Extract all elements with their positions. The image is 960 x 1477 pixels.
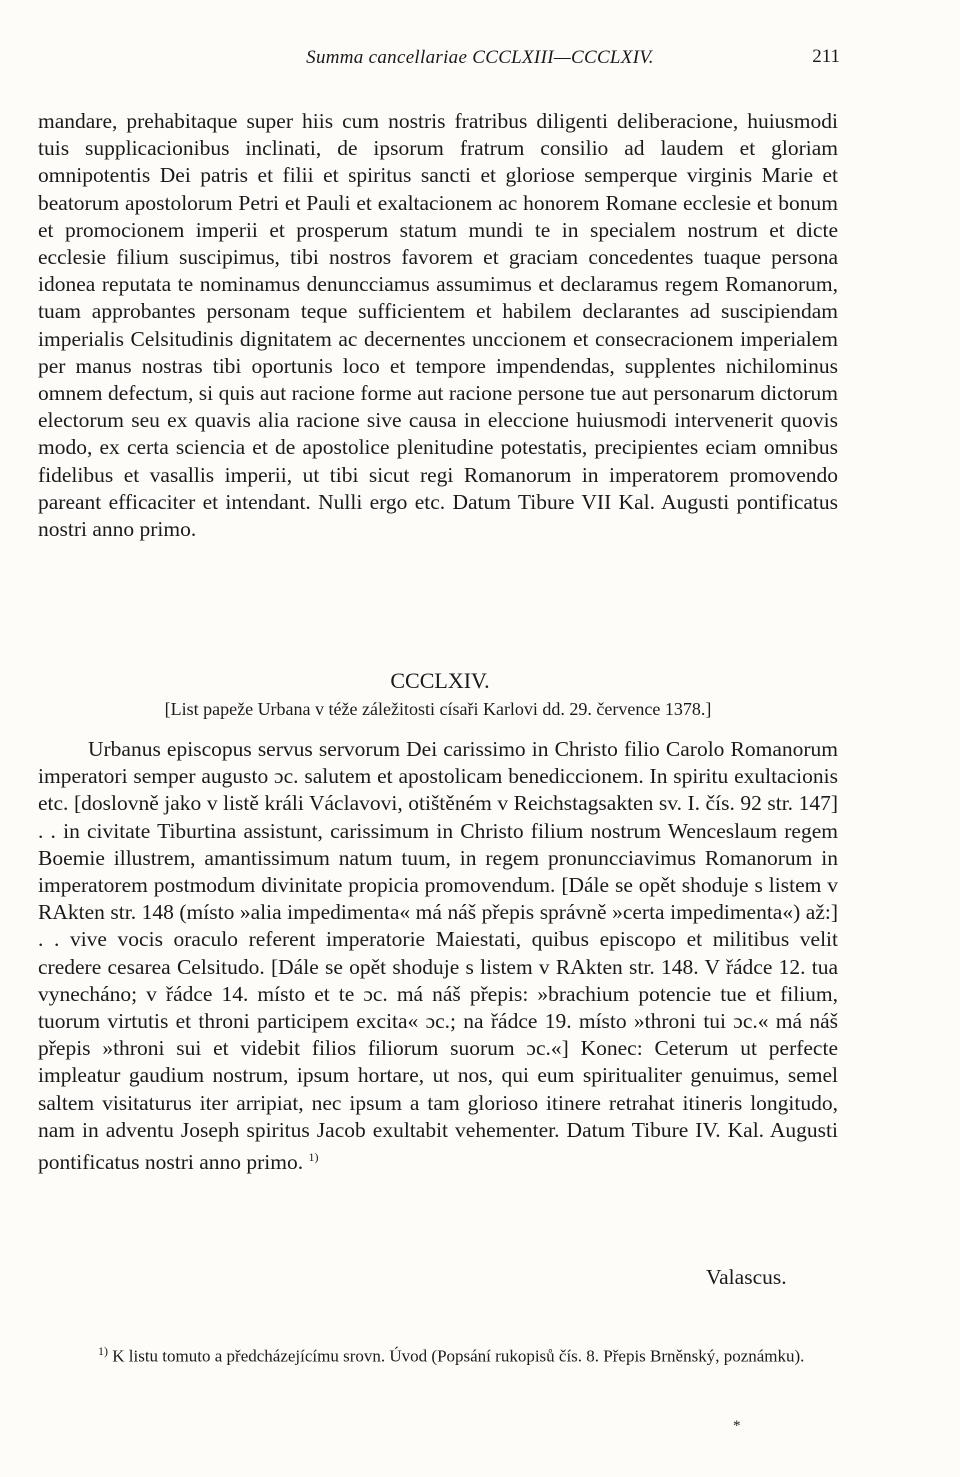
document-number: CCCLXIV. [390, 668, 490, 693]
page-number: 211 [812, 46, 840, 67]
signature: Valascus. [706, 1265, 787, 1289]
footnote [38, 1338, 838, 1370]
footnote-mark: 1) [98, 1344, 108, 1358]
doc-264-text: Urbanus episcopus servus servorum Dei carissimo in Christo filio Carolo Romanorum imperatori semper augusto ɔc. salutem et apostolicam benediccionem. In spiritu exultacionis etc. [doslovně jako v listě králi Václavovi, otištěném v Reichstagsakten sv. I. čís. 92 str. 147] . . in civitate Tiburtina assistunt, carissimum in Christo filium nostrum Wenceslaum regem Boemie illustrem, amantissimum natum tuum, in regem pronuncciavimus Romanorum in imperatorem postmodum divinitate propicia promovendum. [Dále se opět shoduje s listem v RAkten str. 148 (místo »alia impedimenta« má náš přepis správně »certa impedimenta«) až:] . . vive vocis oraculo referent imperatorie Maiestati, quibus episcopo et militibus velit credere cesarea Celsitudo. [Dále se opět shoduje s listem v RAkten str. 148. V řádce 12. tua vynecháno; v řádce 14. místo et te ɔc. má náš přepis: »brachium potencie tue et filium, tuorum virtutis et throni participem excita« ɔc.; na řádce 19. místo »throni tui ɔc.« má náš přepis »throni sui et videbit filios filiorum suorum ɔc.«] Konec: Ceterum ut perfecte impleatur gaudium nostrum, ipsum hortare, ut nos, qui eum spiritualiter genuimus, semel saltem visitaturus iter arripiat, nec ipsum a tam glorioso itinere retrahat itineris longitudo, nam in adventu Joseph spiritus Jacob exultabit vehementer. Datum Tibure IV. Kal. Augusti pontificatus nostri anno primo. [38, 737, 838, 1175]
document-heading: [List papeže Urbana v téže záležitosti císaři Karlovi dd. 29. července 1378.] [164, 699, 712, 719]
asterisk-mark: * [733, 1418, 741, 1434]
doc-263-continuation: mandare, prehabitaque super hiis cum nostris fratribus diligenti deliberacione, huiusmodi tuis supplicacionibus inclinati, de ipsorum fratrum consilio ad laudem et gloriam omnipotentis Dei patris et filii et spiritus sancti et gloriose semperque virginis Marie et beatorum apostolorum Petri et Pauli et exaltacionem ac honorem Romane ecclesie et bonum et promocionem imperii et prosperum statum mundi te in specialem nostrum et dicte ecclesie filium suscipimus, tibi nostros favorem et graciam concedentes tuaque persona idonea reputata te nominamus denuncciamus assumimus et declaramus regem Romanorum, tuam approbantes personam teque sufficientem et habilem declarantes ad suscipiendam imperialis Celsitudinis dignitatem ac decernentes unccionem et consecracionem imperialem per manus nostras tibi oportunis loco et tempore impendendas, supplentes nichilominus omnem defectum, si quis aut racione forme aut racione persone tue aut personarum dictorum electorum seu ex quavis alia racione sive causa in eleccione huiusmodi intervenerit quovis modo, ex certa sciencia et de apostolice plenitudine potestatis, precipientes eciam omnibus fidelibus et vasallis imperii, ut tibi sicut regi Romanorum in imperatorem promovendo pareant efficaciter et intendant. Nulli ergo etc. Datum Tibure VII Kal. Augusti pontificatus nostri anno primo. [38, 109, 838, 542]
running-title: Summa cancellariae CCCLXIII—CCCLXIV. [306, 47, 654, 68]
footnote-reference: 1) [308, 1150, 319, 1165]
footnote-text: K listu tomuto a předcházejícímu srovn. Úvod (Popsání rukopisů čís. 8. Přepis Brněnský, poznámku). [112, 1346, 805, 1366]
doc-264-body [38, 736, 838, 1176]
